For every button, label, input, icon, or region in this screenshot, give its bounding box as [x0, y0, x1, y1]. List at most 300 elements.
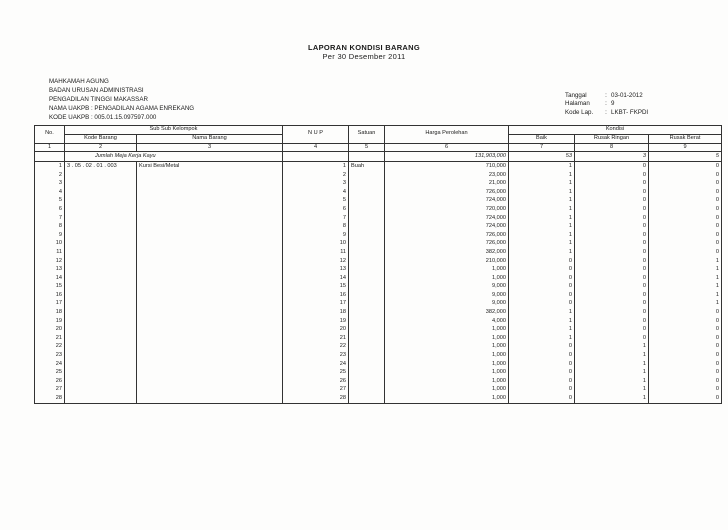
meta-row-code	[565, 109, 648, 117]
row-rusak-berat: 0	[649, 368, 722, 377]
row-nama-barang	[137, 205, 283, 214]
row-baik: 0	[509, 360, 575, 369]
col-number: 5	[349, 143, 385, 152]
table-row	[35, 368, 722, 377]
meta-key: Halaman	[565, 100, 590, 108]
row-nama-barang	[137, 377, 283, 386]
row-baik: 1	[509, 248, 575, 257]
row-rusak-berat: 0	[649, 239, 722, 248]
row-no: 3	[35, 179, 65, 188]
row-rusak-ringan: 0	[575, 274, 649, 283]
row-rusak-berat: 0	[649, 196, 722, 205]
header-rusak-ringan: Rusak Ringan	[575, 134, 649, 143]
row-baik: 1	[509, 317, 575, 326]
row-satuan	[349, 231, 385, 240]
header-baik: Baik	[509, 134, 575, 143]
row-rusak-ringan: 1	[575, 342, 649, 351]
row-no: 18	[35, 308, 65, 317]
row-baik: 1	[509, 231, 575, 240]
row-nup: 12	[283, 257, 349, 266]
row-baik: 0	[509, 257, 575, 266]
row-nama-barang	[137, 248, 283, 257]
row-satuan	[349, 299, 385, 308]
row-nama-barang	[137, 188, 283, 197]
row-nup: 17	[283, 299, 349, 308]
row-rusak-berat: 0	[649, 394, 722, 403]
row-baik: 0	[509, 385, 575, 394]
meta-value: LKBT- FKPDI	[611, 108, 649, 116]
col-number: 2	[65, 143, 137, 152]
row-nama-barang	[137, 231, 283, 240]
row-no: 7	[35, 214, 65, 223]
row-no: 16	[35, 291, 65, 300]
table-row	[35, 265, 722, 274]
row-nama-barang	[137, 291, 283, 300]
row-satuan	[349, 222, 385, 231]
table-row	[35, 360, 722, 369]
row-kode-barang	[65, 282, 137, 291]
row-no: 22	[35, 342, 65, 351]
row-kode-barang	[65, 248, 137, 257]
row-no: 9	[35, 231, 65, 240]
row-kode-barang	[65, 188, 137, 197]
row-satuan	[349, 351, 385, 360]
row-baik: 0	[509, 342, 575, 351]
summary-cell	[283, 152, 349, 162]
row-nama-barang	[137, 257, 283, 266]
row-no: 10	[35, 239, 65, 248]
row-rusak-berat: 0	[649, 231, 722, 240]
header-rusak-berat: Rusak Berat	[649, 134, 722, 143]
row-harga: 23,000	[385, 171, 509, 180]
row-rusak-berat: 1	[649, 274, 722, 283]
row-rusak-ringan: 0	[575, 205, 649, 214]
org-line: BADAN URUSAN ADMINISTRASI	[49, 87, 144, 95]
row-rusak-berat: 0	[649, 385, 722, 394]
row-satuan	[349, 308, 385, 317]
row-harga: 1,000	[385, 274, 509, 283]
col-number: 7	[509, 143, 575, 152]
row-kode-barang	[65, 317, 137, 326]
row-kode-barang	[65, 394, 137, 403]
row-no: 19	[35, 317, 65, 326]
table-row	[35, 248, 722, 257]
row-kode-barang	[65, 214, 137, 223]
row-nama-barang	[137, 308, 283, 317]
row-nama-barang	[137, 265, 283, 274]
org-line: PENGADILAN TINGGI MAKASSAR	[49, 96, 148, 104]
row-kode-barang	[65, 368, 137, 377]
row-no: 5	[35, 196, 65, 205]
meta-colon: :	[605, 92, 607, 99]
col-number: 4	[283, 143, 349, 152]
row-nup: 27	[283, 385, 349, 394]
row-rusak-berat: 0	[649, 360, 722, 369]
row-nama-barang: Kursi Besi/Metal	[137, 161, 283, 170]
summary-ringan: 3	[575, 152, 649, 162]
row-nama-barang	[137, 222, 283, 231]
row-satuan	[349, 385, 385, 394]
row-rusak-berat: 1	[649, 299, 722, 308]
row-nama-barang	[137, 351, 283, 360]
row-kode-barang	[65, 299, 137, 308]
row-satuan	[349, 342, 385, 351]
summary-label: Jumlah Meja Kerja Kayu	[65, 152, 283, 162]
summary-cell	[35, 152, 65, 162]
row-rusak-ringan: 0	[575, 265, 649, 274]
summary-cell	[349, 152, 385, 162]
row-rusak-ringan: 1	[575, 368, 649, 377]
row-satuan	[349, 282, 385, 291]
row-kode-barang	[65, 360, 137, 369]
row-kode-barang	[65, 325, 137, 334]
row-rusak-berat: 0	[649, 334, 722, 343]
row-kode-barang	[65, 334, 137, 343]
table-row	[35, 257, 722, 266]
table-row	[35, 377, 722, 386]
row-kode-barang	[65, 257, 137, 266]
row-harga: 382,000	[385, 248, 509, 257]
row-nama-barang	[137, 385, 283, 394]
row-rusak-ringan: 0	[575, 214, 649, 223]
row-rusak-ringan: 0	[575, 231, 649, 240]
row-harga: 724,000	[385, 196, 509, 205]
row-nup: 22	[283, 342, 349, 351]
row-rusak-ringan: 0	[575, 325, 649, 334]
row-satuan	[349, 334, 385, 343]
meta-value: 03-01-2012	[611, 92, 643, 99]
header-harga: Harga Perolehan	[385, 126, 509, 144]
row-kode-barang: 3 . 05 . 02 . 01 . 003	[65, 161, 137, 170]
row-baik: 1	[509, 188, 575, 197]
row-satuan	[349, 239, 385, 248]
row-harga: 9,000	[385, 291, 509, 300]
meta-colon: :	[605, 100, 607, 108]
col-number: 3	[137, 143, 283, 152]
row-nup: 20	[283, 325, 349, 334]
row-rusak-berat: 0	[649, 351, 722, 360]
row-satuan	[349, 196, 385, 205]
org-line: KODE UAKPB : 005.01.15.097597.000	[49, 114, 157, 122]
table-row	[35, 161, 722, 170]
col-number: 1	[35, 143, 65, 152]
row-baik: 0	[509, 274, 575, 283]
row-harga: 726,000	[385, 188, 509, 197]
row-nama-barang	[137, 317, 283, 326]
row-rusak-ringan: 0	[575, 291, 649, 300]
table-row	[35, 325, 722, 334]
table-row	[35, 188, 722, 197]
row-rusak-ringan: 0	[575, 188, 649, 197]
row-harga: 9,000	[385, 282, 509, 291]
row-baik: 1	[509, 222, 575, 231]
meta-key: Tanggal	[565, 92, 587, 99]
row-rusak-berat: 1	[649, 265, 722, 274]
row-rusak-ringan: 0	[575, 222, 649, 231]
row-rusak-berat: 0	[649, 325, 722, 334]
table-row	[35, 342, 722, 351]
table-body	[35, 152, 722, 403]
row-kode-barang	[65, 239, 137, 248]
row-baik: 0	[509, 265, 575, 274]
summary-baik: 53	[509, 152, 575, 162]
row-no: 4	[35, 188, 65, 197]
row-nup: 13	[283, 265, 349, 274]
table-row	[35, 214, 722, 223]
row-nup: 10	[283, 239, 349, 248]
row-baik: 1	[509, 205, 575, 214]
row-nup: 18	[283, 308, 349, 317]
row-rusak-berat: 0	[649, 248, 722, 257]
row-kode-barang	[65, 385, 137, 394]
row-rusak-ringan: 0	[575, 334, 649, 343]
row-baik: 0	[509, 368, 575, 377]
row-no: 26	[35, 377, 65, 386]
row-nama-barang	[137, 334, 283, 343]
row-rusak-ringan: 0	[575, 282, 649, 291]
row-baik: 0	[509, 394, 575, 403]
row-no: 2	[35, 171, 65, 180]
col-number: 9	[649, 143, 722, 152]
row-baik: 0	[509, 282, 575, 291]
row-rusak-berat: 1	[649, 291, 722, 300]
row-rusak-berat: 1	[649, 257, 722, 266]
row-rusak-ringan: 0	[575, 299, 649, 308]
header-nup: N U P	[283, 126, 349, 144]
header-no: No.	[35, 126, 65, 144]
summary-harga: 131,903,000	[385, 152, 509, 162]
row-rusak-ringan: 1	[575, 377, 649, 386]
row-harga: 1,000	[385, 342, 509, 351]
row-nup: 23	[283, 351, 349, 360]
row-satuan	[349, 368, 385, 377]
row-no: 11	[35, 248, 65, 257]
row-rusak-ringan: 0	[575, 171, 649, 180]
row-kode-barang	[65, 171, 137, 180]
row-nup: 25	[283, 368, 349, 377]
table-row	[35, 308, 722, 317]
meta-row-page	[565, 100, 648, 108]
row-nama-barang	[137, 274, 283, 283]
row-nup: 3	[283, 179, 349, 188]
row-kode-barang	[65, 205, 137, 214]
row-nup: 11	[283, 248, 349, 257]
row-nama-barang	[137, 214, 283, 223]
row-harga: 1,000	[385, 360, 509, 369]
table-row	[35, 291, 722, 300]
row-rusak-ringan: 1	[575, 351, 649, 360]
row-no: 20	[35, 325, 65, 334]
row-satuan	[349, 394, 385, 403]
row-nup: 26	[283, 377, 349, 386]
row-no: 15	[35, 282, 65, 291]
header-row-1	[35, 126, 722, 135]
row-rusak-berat: 0	[649, 171, 722, 180]
row-no: 13	[35, 265, 65, 274]
row-nama-barang	[137, 368, 283, 377]
row-no: 12	[35, 257, 65, 266]
row-harga: 1,000	[385, 265, 509, 274]
row-nup: 1	[283, 161, 349, 170]
row-rusak-ringan: 0	[575, 196, 649, 205]
row-no: 17	[35, 299, 65, 308]
row-rusak-berat: 0	[649, 222, 722, 231]
row-baik: 1	[509, 161, 575, 170]
row-no: 27	[35, 385, 65, 394]
row-baik: 1	[509, 214, 575, 223]
row-nup: 21	[283, 334, 349, 343]
row-kode-barang	[65, 351, 137, 360]
row-kode-barang	[65, 377, 137, 386]
row-harga: 1,000	[385, 351, 509, 360]
row-rusak-berat: 0	[649, 188, 722, 197]
row-harga: 9,000	[385, 299, 509, 308]
row-harga: 21,000	[385, 179, 509, 188]
row-harga: 1,000	[385, 325, 509, 334]
row-nama-barang	[137, 179, 283, 188]
row-nup: 19	[283, 317, 349, 326]
row-nama-barang	[137, 239, 283, 248]
org-line: NAMA UAKPB : PENGADILAN AGAMA ENREKANG	[49, 105, 195, 113]
report-meta	[565, 92, 648, 117]
row-baik: 1	[509, 179, 575, 188]
row-rusak-berat: 0	[649, 214, 722, 223]
row-nup: 9	[283, 231, 349, 240]
row-harga: 726,000	[385, 239, 509, 248]
row-baik: 1	[509, 239, 575, 248]
row-rusak-berat: 0	[649, 317, 722, 326]
row-harga: 724,000	[385, 214, 509, 223]
row-nup: 24	[283, 360, 349, 369]
table-row	[35, 299, 722, 308]
table-row	[35, 222, 722, 231]
row-nup: 15	[283, 282, 349, 291]
row-baik: 0	[509, 351, 575, 360]
header-satuan: Satuan	[349, 126, 385, 144]
row-rusak-ringan: 0	[575, 239, 649, 248]
row-no: 24	[35, 360, 65, 369]
table-row	[35, 282, 722, 291]
row-no: 23	[35, 351, 65, 360]
row-no: 8	[35, 222, 65, 231]
row-satuan	[349, 171, 385, 180]
row-nup: 7	[283, 214, 349, 223]
table-row	[35, 274, 722, 283]
row-nup: 6	[283, 205, 349, 214]
row-satuan	[349, 188, 385, 197]
row-kode-barang	[65, 291, 137, 300]
row-no: 14	[35, 274, 65, 283]
row-rusak-ringan: 1	[575, 360, 649, 369]
row-rusak-ringan: 0	[575, 248, 649, 257]
row-nama-barang	[137, 360, 283, 369]
row-rusak-ringan: 1	[575, 394, 649, 403]
row-satuan	[349, 325, 385, 334]
condition-table	[34, 125, 722, 404]
row-rusak-berat: 1	[649, 282, 722, 291]
row-kode-barang	[65, 274, 137, 283]
table-row	[35, 334, 722, 343]
row-nama-barang	[137, 196, 283, 205]
col-number: 8	[575, 143, 649, 152]
row-baik: 0	[509, 291, 575, 300]
row-rusak-berat: 0	[649, 342, 722, 351]
row-baik: 1	[509, 171, 575, 180]
table-row	[35, 317, 722, 326]
row-nup: 8	[283, 222, 349, 231]
row-satuan	[349, 377, 385, 386]
row-harga: 210,000	[385, 257, 509, 266]
table-row	[35, 179, 722, 188]
row-rusak-ringan: 0	[575, 317, 649, 326]
row-satuan	[349, 248, 385, 257]
row-satuan: Buah	[349, 161, 385, 170]
row-kode-barang	[65, 179, 137, 188]
row-rusak-ringan: 0	[575, 257, 649, 266]
row-nama-barang	[137, 394, 283, 403]
row-nama-barang	[137, 171, 283, 180]
row-satuan	[349, 214, 385, 223]
row-harga: 724,000	[385, 222, 509, 231]
row-harga: 382,000	[385, 308, 509, 317]
row-rusak-ringan: 0	[575, 308, 649, 317]
row-kode-barang	[65, 265, 137, 274]
row-satuan	[349, 205, 385, 214]
row-nup: 16	[283, 291, 349, 300]
row-nup: 4	[283, 188, 349, 197]
row-harga: 1,000	[385, 394, 509, 403]
meta-key: Kode Lap.	[565, 108, 594, 116]
row-no: 28	[35, 394, 65, 403]
row-rusak-ringan: 1	[575, 385, 649, 394]
row-harga: 1,000	[385, 334, 509, 343]
summary-row	[35, 152, 722, 162]
header-col-numbers	[35, 143, 722, 152]
row-harga: 726,000	[385, 231, 509, 240]
table-row	[35, 171, 722, 180]
table-row	[35, 385, 722, 394]
row-baik: 0	[509, 377, 575, 386]
header-kode-barang: Kode Barang	[65, 134, 137, 143]
org-line: MAHKAMAH AGUNG	[49, 78, 109, 85]
row-nama-barang	[137, 325, 283, 334]
row-nama-barang	[137, 342, 283, 351]
report-title: LAPORAN KONDISI BARANG	[307, 43, 421, 52]
table-row	[35, 196, 722, 205]
meta-value: 9	[611, 100, 615, 108]
row-satuan	[349, 179, 385, 188]
row-harga: 1,000	[385, 385, 509, 394]
row-nama-barang	[137, 299, 283, 308]
row-no: 21	[35, 334, 65, 343]
row-harga: 710,000	[385, 161, 509, 170]
row-satuan	[349, 265, 385, 274]
row-kode-barang	[65, 222, 137, 231]
table-row	[35, 351, 722, 360]
header-sub-kelompok: Sub Sub Kelompok	[65, 126, 283, 135]
row-nama-barang	[137, 282, 283, 291]
row-harga: 4,000	[385, 317, 509, 326]
row-satuan	[349, 317, 385, 326]
report-subtitle: Per 30 Desember 2011	[322, 52, 406, 61]
header-kondisi: Kondisi	[509, 126, 722, 135]
row-harga: 720,000	[385, 205, 509, 214]
row-baik: 1	[509, 308, 575, 317]
row-baik: 0	[509, 299, 575, 308]
row-kode-barang	[65, 196, 137, 205]
row-nup: 5	[283, 196, 349, 205]
col-number: 6	[385, 143, 509, 152]
